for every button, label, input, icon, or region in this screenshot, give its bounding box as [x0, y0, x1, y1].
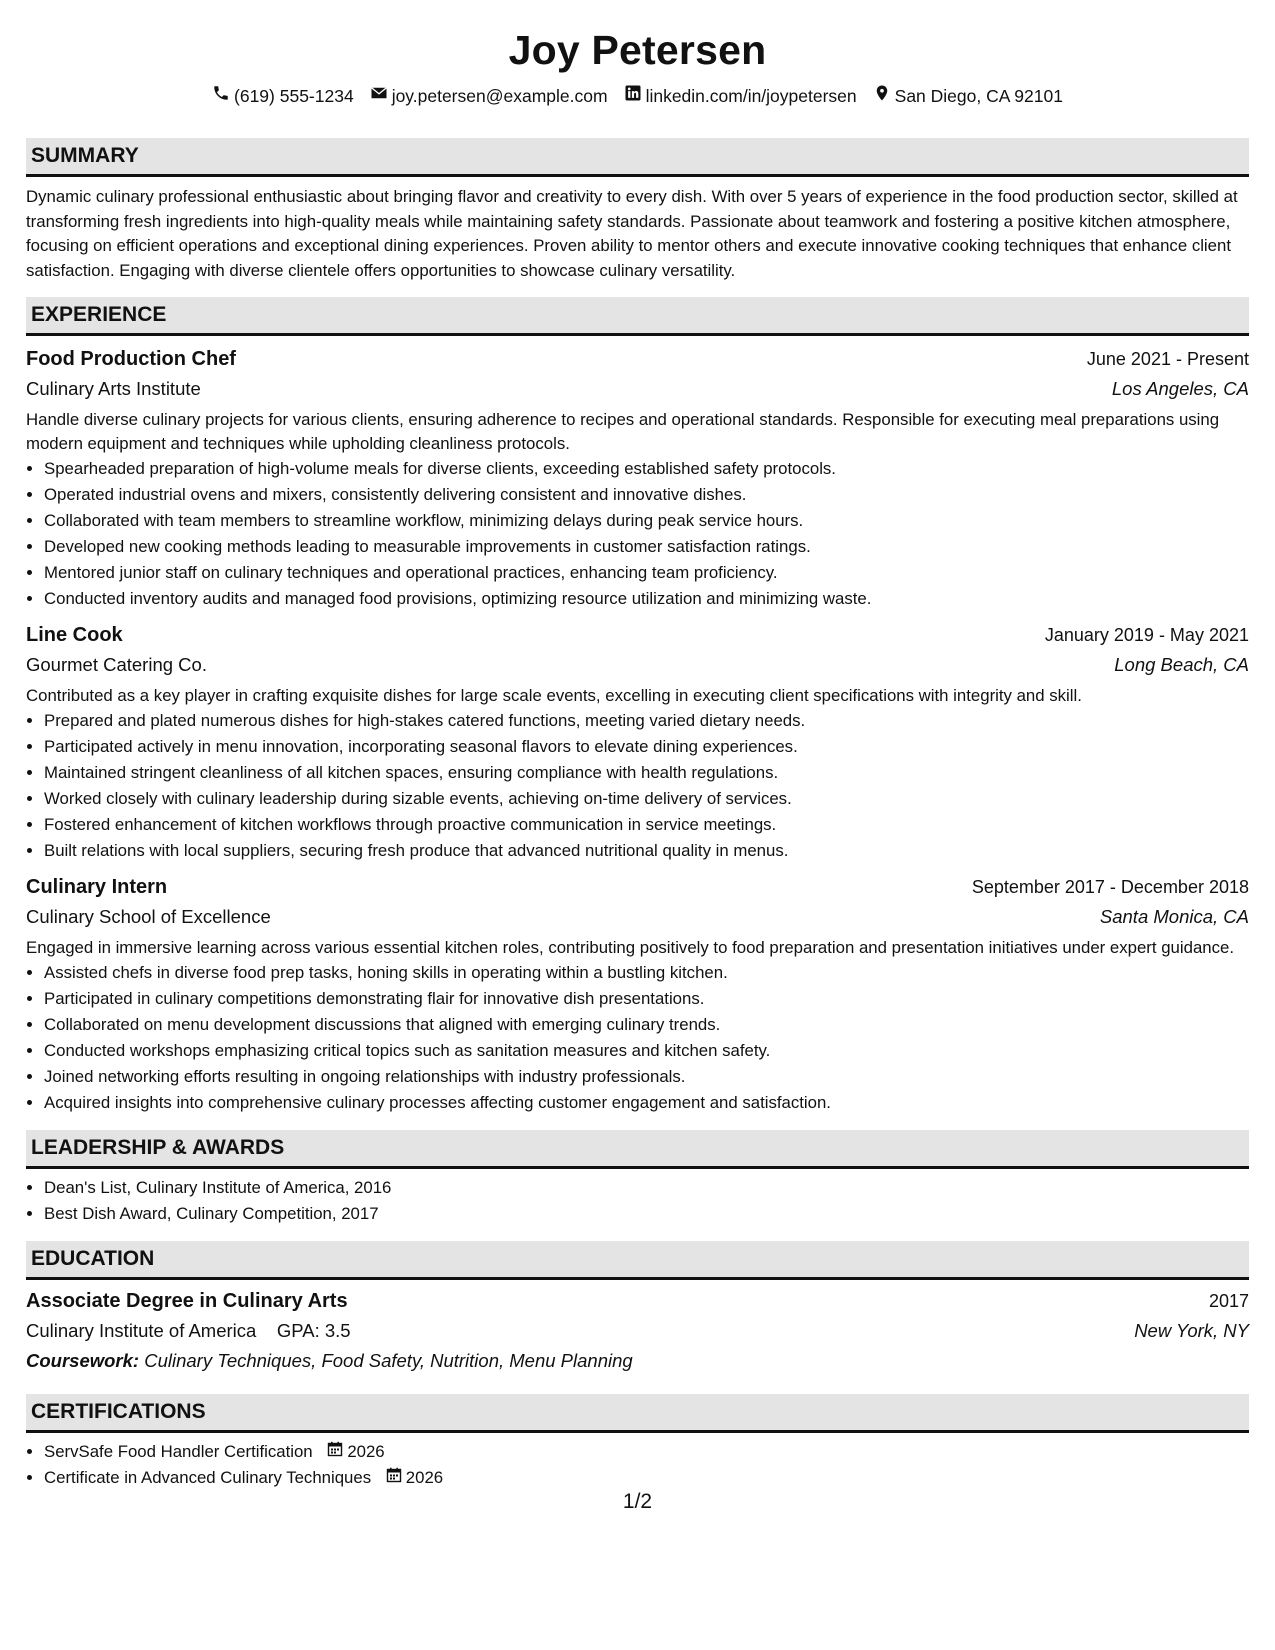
list-item: • Participated actively in menu innovation, incorporating seasonal flavors to elevate dining experiences.	[44, 734, 1249, 760]
job-dates: January 2019 - May 2021	[1044, 625, 1249, 646]
coursework	[26, 1346, 1249, 1376]
page-number: 1/2	[622, 1490, 653, 1513]
job-entry	[26, 872, 1249, 1116]
map-marker-icon	[873, 84, 891, 108]
list-item: • Assisted chefs in diverse food prep tasks, honing skills in operating within a bustling kitchen.	[44, 960, 1249, 986]
gpa: GPA: 3.5	[276, 1320, 351, 1342]
job-entry	[26, 620, 1249, 864]
job-bullets	[26, 960, 1249, 1116]
linkedin-link[interactable]: linkedin.com/in/joypetersen	[645, 86, 857, 106]
contact-location	[873, 84, 1063, 108]
job-company: Culinary Arts Institute	[26, 378, 201, 400]
email-link[interactable]: joy.petersen@example.com	[391, 86, 608, 106]
job-title: Culinary Intern	[26, 876, 168, 899]
contact-bar	[26, 84, 1249, 108]
calendar-icon	[327, 1439, 343, 1465]
location-text: San Diego, CA 92101	[894, 86, 1063, 106]
summary-heading: SUMMARY	[26, 138, 1249, 177]
list-item: • Maintained stringent cleanliness of all kitchen spaces, ensuring compliance with health regulations.	[44, 760, 1249, 786]
job-location: Santa Monica, CA	[1099, 906, 1249, 928]
list-item: • Collaborated on menu development discussions that aligned with emerging culinary trends.	[44, 1012, 1249, 1038]
school-location: New York, NY	[1134, 1320, 1249, 1342]
job-location: Long Beach, CA	[1114, 654, 1249, 676]
job-company: Culinary School of Excellence	[26, 906, 271, 928]
job-location: Los Angeles, CA	[1111, 378, 1249, 400]
cert-name: Certificate in Advanced Culinary Techniques	[44, 1468, 372, 1488]
list-item: • Built relations with local suppliers, securing fresh produce that advanced nutritional quality in menus.	[44, 838, 1249, 864]
candidate-name: Joy Petersen	[508, 27, 767, 73]
certifications-list	[26, 1439, 1249, 1491]
coursework-list: Culinary Techniques, Food Safety, Nutrition, Menu Planning	[144, 1350, 633, 1372]
list-item: • Dean's List, Culinary Institute of America, 2016	[44, 1175, 1249, 1201]
job-dates: September 2017 - December 2018	[971, 877, 1249, 898]
cert-name: ServSafe Food Handler Certification	[44, 1442, 313, 1462]
envelope-icon	[370, 84, 388, 108]
job-description: Contributed as a key player in crafting exquisite dishes for large scale events, excelling in executing client specifications with integrity and skill.	[26, 686, 1082, 706]
cert-year: 2026	[405, 1468, 444, 1488]
job-dates: June 2021 - Present	[1086, 349, 1249, 370]
linkedin-icon	[624, 84, 642, 108]
list-item: • Collaborated with team members to streamline workflow, minimizing delays during peak service hours.	[44, 508, 1249, 534]
awards-list	[26, 1175, 1249, 1227]
contact-linkedin[interactable]	[624, 84, 857, 108]
contact-email[interactable]	[370, 84, 608, 108]
education-heading: EDUCATION	[26, 1241, 1249, 1280]
calendar-icon	[386, 1465, 402, 1491]
list-item: • Conducted workshops emphasizing critical topics such as sanitation measures and kitchen safety.	[44, 1038, 1249, 1064]
certifications-heading: CERTIFICATIONS	[26, 1394, 1249, 1433]
list-item: • Acquired insights into comprehensive culinary processes affecting customer engagement and satisfaction.	[44, 1090, 1249, 1116]
list-item: • Developed new cooking methods leading to measurable improvements in customer satisfaction ratings.	[44, 534, 1249, 560]
coursework-label: Coursework:	[26, 1350, 140, 1372]
job-bullets	[26, 708, 1249, 864]
phone-icon	[212, 84, 230, 108]
list-item	[44, 1465, 1249, 1491]
job-title: Food Production Chef	[26, 348, 236, 371]
job-description: Handle diverse culinary projects for various clients, ensuring adherence to recipes and operational standards. Responsible for executing meal preparations using modern equipment and techniques while upholding cleanliness protocols.	[26, 410, 1220, 454]
job-title: Line Cook	[26, 624, 123, 647]
list-item: • Mentored junior staff on culinary techniques and operational practices, enhancing team proficiency.	[44, 560, 1249, 586]
experience-heading: EXPERIENCE	[26, 297, 1249, 336]
education-entry	[26, 1286, 1249, 1376]
list-item: • Operated industrial ovens and mixers, consistently delivering consistent and innovative dishes.	[44, 482, 1249, 508]
job-description: Engaged in immersive learning across various essential kitchen roles, contributing positively to food preparation and presentation initiatives under expert guidance.	[26, 938, 1235, 958]
list-item: • Prepared and plated numerous dishes for high-stakes catered functions, meeting varied dietary needs.	[44, 708, 1249, 734]
job-bullets	[26, 456, 1249, 612]
list-item: • Conducted inventory audits and managed food provisions, optimizing resource utilization and minimizing waste.	[44, 586, 1249, 612]
list-item: • Worked closely with culinary leadership during sizable events, achieving on-time delivery of services.	[44, 786, 1249, 812]
awards-heading: LEADERSHIP & AWARDS	[26, 1130, 1249, 1169]
list-item	[44, 1439, 1249, 1465]
list-item: • Spearheaded preparation of high-volume meals for diverse clients, exceeding established safety protocols.	[44, 456, 1249, 482]
list-item: • Joined networking efforts resulting in ongoing relationships with industry professionals.	[44, 1064, 1249, 1090]
degree: Associate Degree in Culinary Arts	[26, 1290, 348, 1313]
list-item: • Fostered enhancement of kitchen workflows through proactive communication in service meetings.	[44, 812, 1249, 838]
school-name: Culinary Institute of America	[26, 1320, 257, 1342]
list-item: • Best Dish Award, Culinary Competition, 2017	[44, 1201, 1249, 1227]
phone-text: (619) 555-1234	[234, 86, 354, 106]
resume-page	[26, 0, 1249, 1491]
contact-phone	[212, 84, 354, 108]
graduation-year: 2017	[1208, 1291, 1249, 1312]
cert-year: 2026	[347, 1442, 385, 1462]
summary-text: Dynamic culinary professional enthusiastic about bringing flavor and creativity to every dish. With over 5 years of experience in the food production sector, skilled at transforming fresh ingredients into high-quality meals while maintaining safety standards. Passionate about teamwork and fostering a positive kitchen atmosphere, focusing on efficient operations and exceptional dining experiences. Proven ability to mentor others and execute innovative cooking techniques that enhance client satisfaction. Engaging with diverse clientele offers opportunities to showcase culinary versatility.	[26, 187, 1238, 280]
job-entry	[26, 344, 1249, 612]
list-item: • Participated in culinary competitions demonstrating flair for innovative dish presentations.	[44, 986, 1249, 1012]
job-company: Gourmet Catering Co.	[26, 654, 207, 676]
